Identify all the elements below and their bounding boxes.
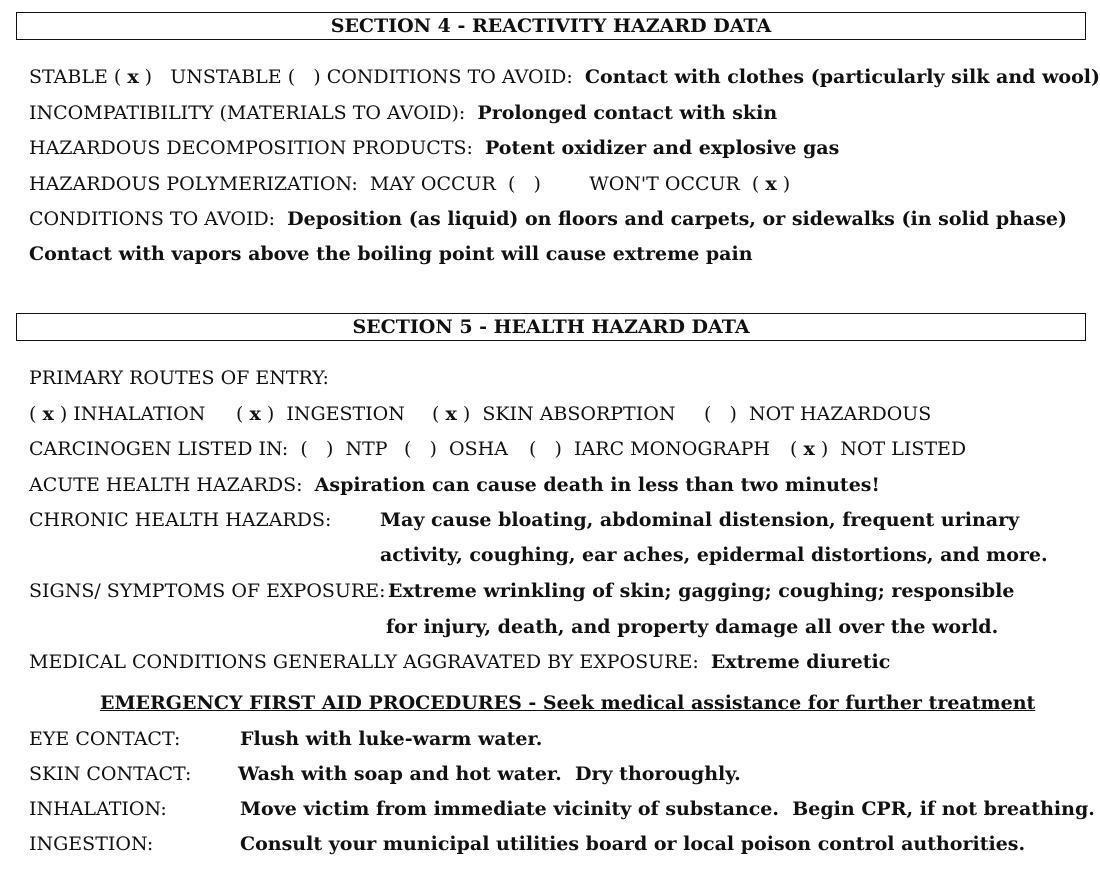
carcinogen-not-listed: ( x ) NOT LISTED bbox=[790, 438, 967, 460]
decomposition-line bbox=[29, 137, 839, 159]
incompatibility-line bbox=[29, 102, 777, 124]
acute-line bbox=[29, 474, 880, 496]
medical-line bbox=[29, 651, 890, 673]
section-4-header: SECTION 4 - REACTIVITY HAZARD DATA bbox=[16, 12, 1086, 40]
route-not-hazardous: ( ) NOT HAZARDOUS bbox=[704, 403, 932, 425]
incompatibility-value: Prolonged contact with skin bbox=[477, 102, 778, 124]
carcinogen-not-listed-label: NOT LISTED bbox=[840, 438, 967, 460]
carcinogen-not-listed-mark: x bbox=[803, 438, 815, 460]
chronic-value-2: activity, coughing, ear aches, epidermal distortions, and more. bbox=[380, 544, 1048, 566]
acute-value: Aspiration can cause death in less than two minutes! bbox=[314, 474, 880, 496]
route-skin-label: SKIN ABSORPTION bbox=[482, 403, 676, 425]
route-inhalation: ( x ) INHALATION bbox=[29, 403, 206, 425]
route-not-hazardous-label: NOT HAZARDOUS bbox=[749, 403, 932, 425]
inhalation-label: INHALATION: bbox=[29, 798, 167, 820]
eye-contact-value: Flush with luke-warm water. bbox=[240, 728, 543, 750]
carcinogen-iarc-label: IARC MONOGRAPH bbox=[574, 438, 770, 460]
route-ingestion-label: INGESTION bbox=[286, 403, 405, 425]
chronic-value-1: May cause bloating, abdominal distension, frequent urinary bbox=[380, 509, 1020, 531]
eye-contact-label: EYE CONTACT: bbox=[29, 728, 181, 750]
carcinogen-iarc: ( ) IARC MONOGRAPH bbox=[529, 438, 770, 460]
route-inhalation-label: INHALATION bbox=[73, 403, 206, 425]
conditions-avoid-label: CONDITIONS TO AVOID: bbox=[29, 208, 288, 230]
route-ingestion-mark: x bbox=[249, 403, 261, 425]
skin-contact-value: Wash with soap and hot water. Dry thoroughly. bbox=[238, 763, 741, 785]
stability-conditions-value: Contact with clothes (particularly silk and wool) bbox=[584, 66, 1100, 88]
conditions-avoid-value: Deposition (as liquid) on floors and carpets, or sidewalks (in solid phase) bbox=[287, 208, 1068, 230]
inhalation-value: Move victim from immediate vicinity of substance. Begin CPR, if not breathing. bbox=[240, 798, 1095, 820]
carcinogen-osha: ( ) OSHA bbox=[404, 438, 508, 460]
stable-mark: x bbox=[127, 66, 139, 88]
ingestion-label: INGESTION: bbox=[29, 833, 154, 855]
skin-contact-label: SKIN CONTACT: bbox=[29, 763, 192, 785]
medical-label: MEDICAL CONDITIONS GENERALLY AGGRAVATED BY EXPOSURE: bbox=[29, 651, 711, 673]
polymerization-mark: x bbox=[765, 173, 777, 195]
section-5-header: SECTION 5 - HEALTH HAZARD DATA bbox=[16, 313, 1086, 341]
signs-label: SIGNS/ SYMPTOMS OF EXPOSURE: bbox=[29, 580, 386, 602]
signs-value-1: Extreme wrinkling of skin; gagging; coughing; responsible bbox=[388, 580, 1015, 602]
carcinogen-label: CARCINOGEN LISTED IN: ( ) NTP bbox=[29, 438, 388, 460]
polymerization-close: ) bbox=[776, 173, 791, 195]
unstable-label: ) UNSTABLE ( ) CONDITIONS TO AVOID: bbox=[138, 66, 585, 88]
stable-label: STABLE ( bbox=[29, 66, 128, 88]
polymerization-label: HAZARDOUS POLYMERIZATION: MAY OCCUR ( ) WON'T OCCUR ( bbox=[29, 173, 766, 195]
incompatibility-label: INCOMPATIBILITY (MATERIALS TO AVOID): bbox=[29, 102, 478, 124]
acute-label: ACUTE HEALTH HAZARDS: bbox=[29, 474, 315, 496]
ingestion-value: Consult your municipal utilities board or local poison control authorities. bbox=[240, 833, 1026, 855]
conditions-avoid-line bbox=[29, 208, 1067, 230]
carcinogen-ntp: NTP bbox=[345, 438, 388, 460]
vapors-warning: Contact with vapors above the boiling point will cause extreme pain bbox=[29, 243, 753, 265]
decomposition-label: HAZARDOUS DECOMPOSITION PRODUCTS: bbox=[29, 137, 485, 159]
decomposition-value: Potent oxidizer and explosive gas bbox=[485, 137, 840, 159]
route-skin: ( x ) SKIN ABSORPTION bbox=[432, 403, 676, 425]
route-inhalation-mark: x bbox=[42, 403, 54, 425]
emergency-first-aid-title: EMERGENCY FIRST AID PROCEDURES - Seek medical assistance for further treatment bbox=[100, 692, 1036, 714]
polymerization-line bbox=[29, 173, 790, 195]
carcinogen-label-text: CARCINOGEN LISTED IN: bbox=[29, 438, 289, 460]
carcinogen-osha-label: OSHA bbox=[449, 438, 508, 460]
routes-label: PRIMARY ROUTES OF ENTRY: bbox=[29, 367, 329, 389]
medical-value: Extreme diuretic bbox=[710, 651, 891, 673]
chronic-label: CHRONIC HEALTH HAZARDS: bbox=[29, 509, 332, 531]
signs-value-2: for injury, death, and property damage all over the world. bbox=[386, 616, 999, 638]
stability-line bbox=[29, 66, 1100, 88]
route-ingestion: ( x ) INGESTION bbox=[236, 403, 405, 425]
route-skin-mark: x bbox=[445, 403, 457, 425]
